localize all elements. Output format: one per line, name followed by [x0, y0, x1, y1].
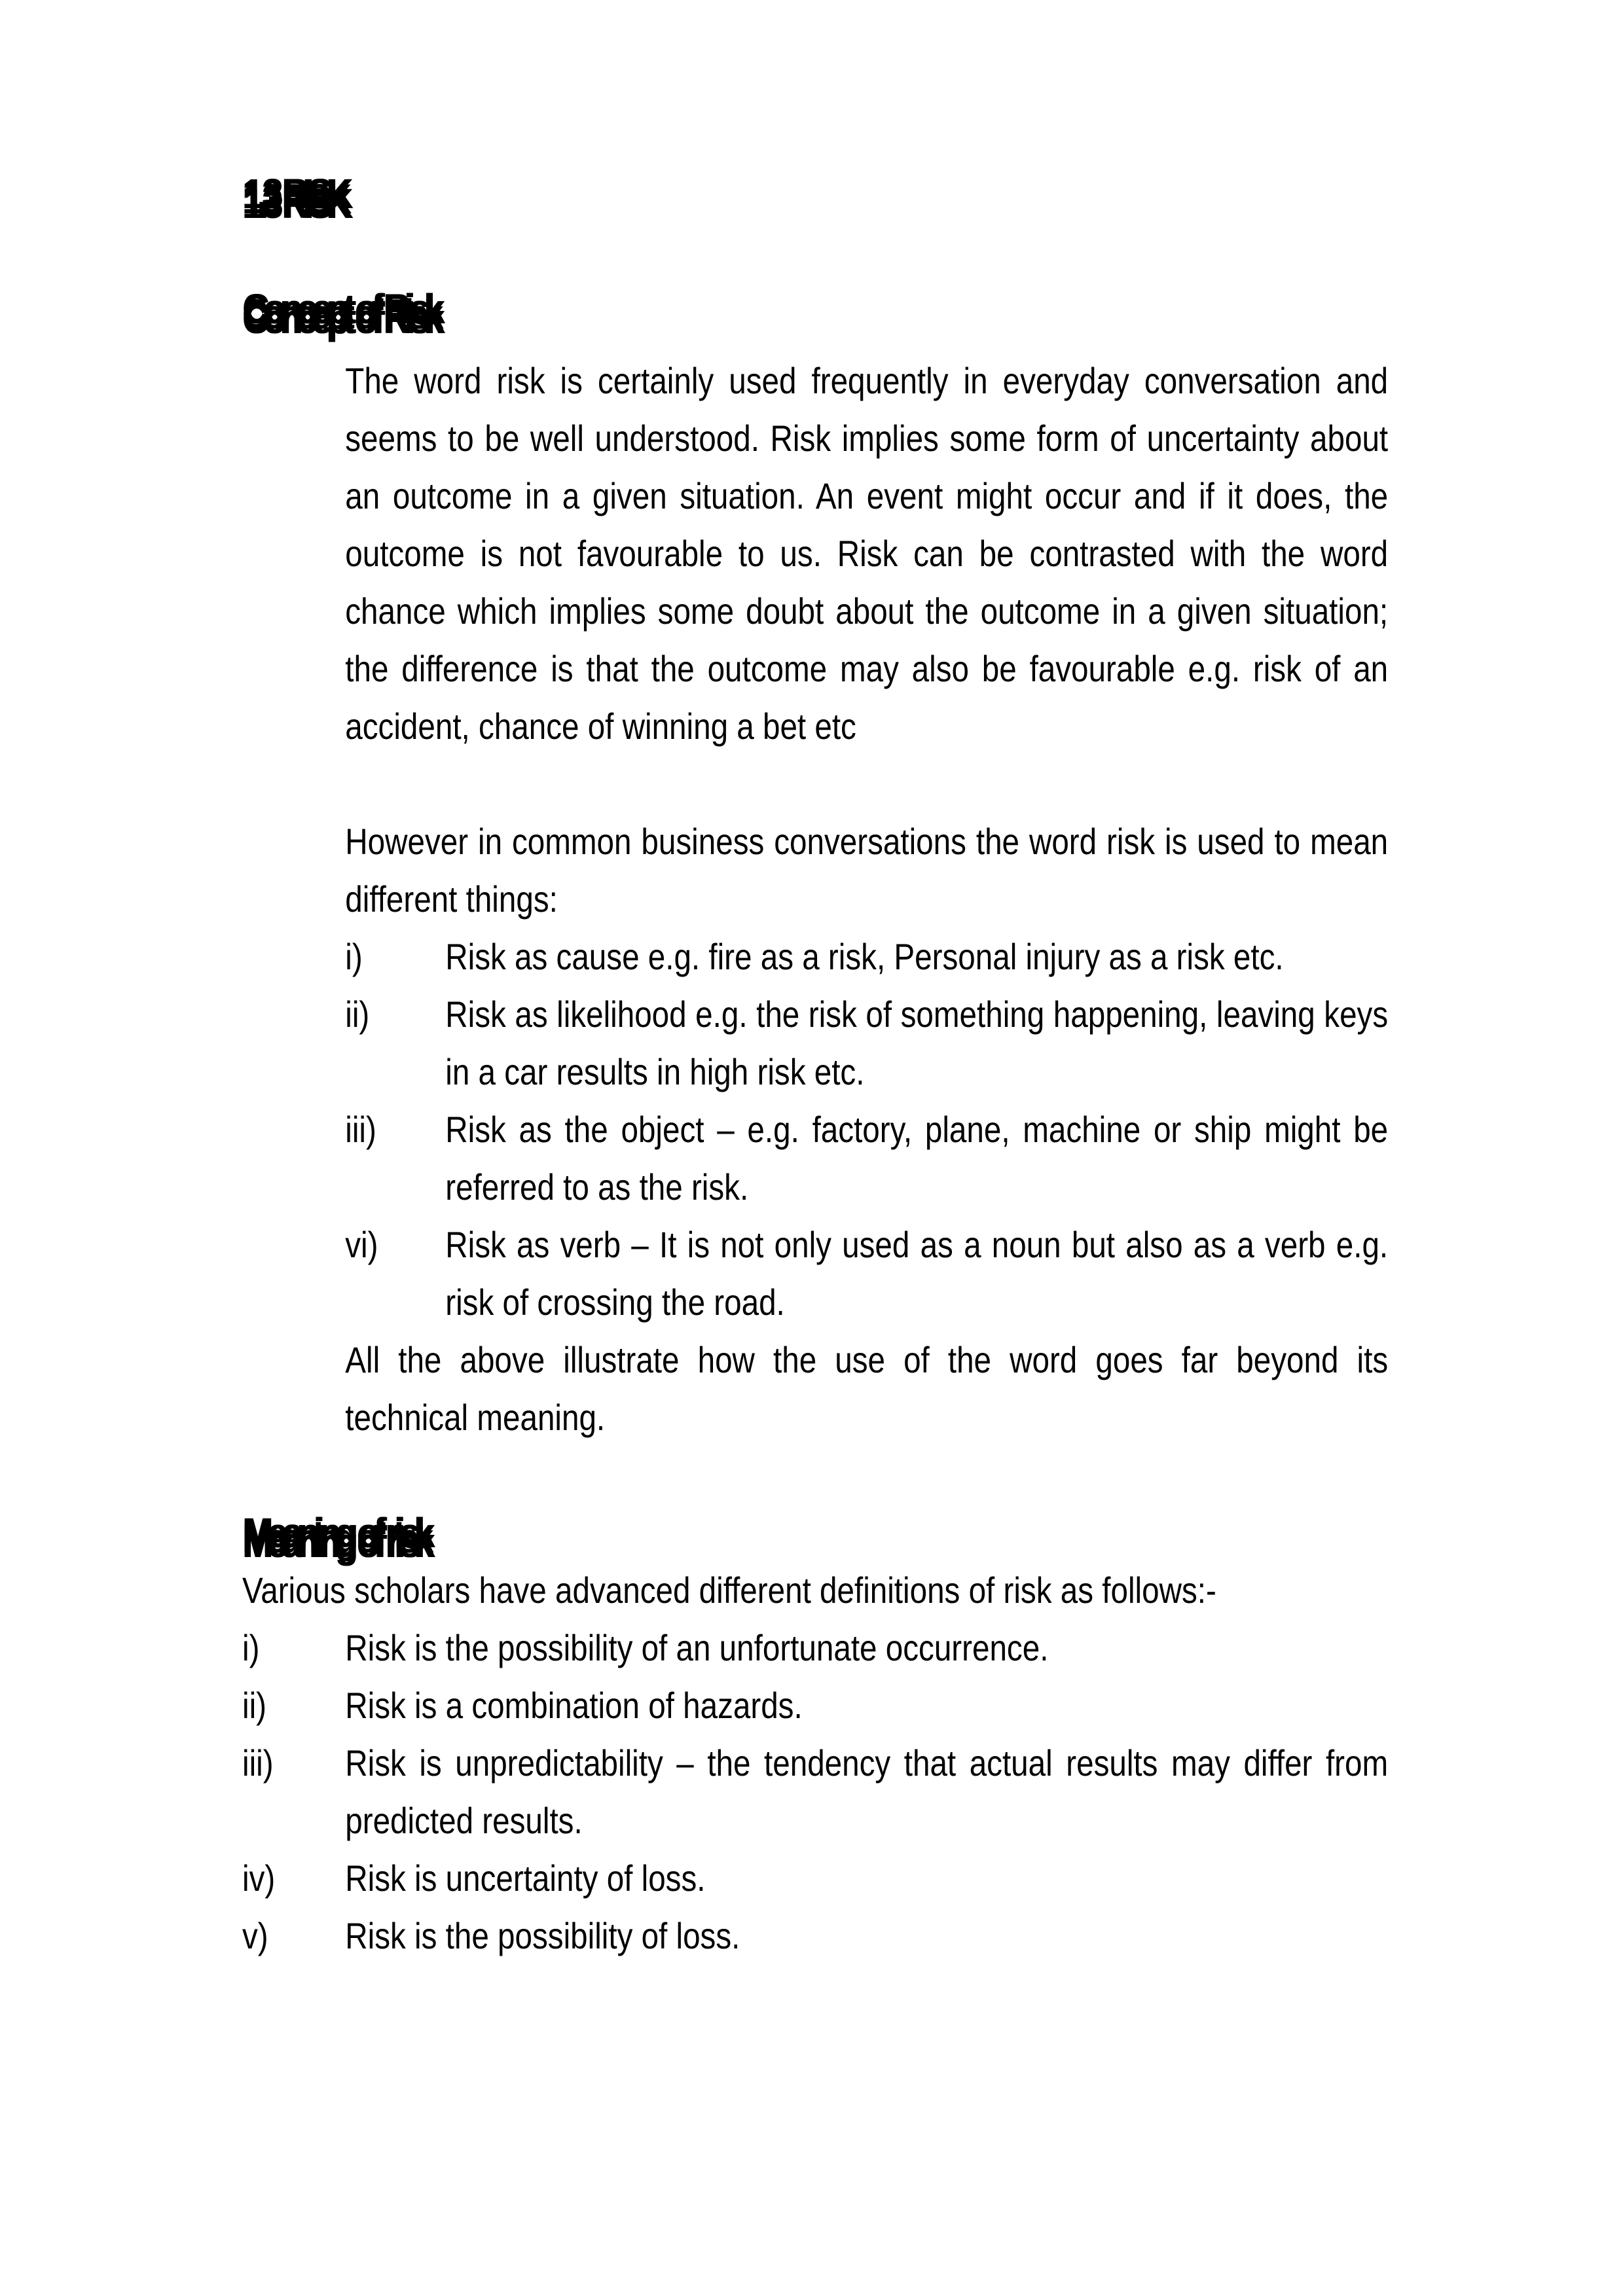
- list-text: Risk as cause e.g. fire as a risk, Personal injury as a risk etc.: [445, 936, 1284, 977]
- intro-paragraph: The word risk is certainly used frequently in everyday conversation and seems to be well understood. Risk implies some form of uncertainty about an outcome in a given situation. An event might occur and if it does, the outcome is not favourable to us. Risk can be contrasted with the word chance which implies some doubt about the outcome in a given situation; the difference is that the outcome may also be favourable e.g. risk of an accident, chance of winning a bet etc: [345, 360, 1389, 747]
- definitions-list: [242, 1619, 1388, 1965]
- list-marker: vi): [345, 1224, 378, 1265]
- list-item: [242, 1677, 1388, 1734]
- concept-of-risk-heading: Concept of Risk: [242, 285, 439, 332]
- meaning-of-risk-heading: Meaning of risk: [242, 1509, 429, 1556]
- list-marker: v): [242, 1915, 268, 1956]
- list-text: Risk is a combination of hazards.: [345, 1685, 803, 1726]
- list-item: [242, 928, 1388, 986]
- list-text: Risk as verb – It is not only used as a noun but also as a verb e.g. risk of crossing the road.: [445, 1224, 1389, 1323]
- business-paragraph: However in common business conversations the word risk is used to mean different things:: [345, 821, 1389, 920]
- list-marker: iii): [345, 1109, 376, 1150]
- list-text: Risk is unpredictability – the tendency that actual results may differ from predicted results.: [345, 1742, 1389, 1841]
- definitions-intro-paragraph: Various scholars have advanced different definitions of risk as follows:-: [242, 1570, 1216, 1611]
- list-item: [242, 1619, 1388, 1677]
- list-item: [242, 1734, 1388, 1850]
- list-text: Risk as the object – e.g. factory, plane, machine or ship might be referred to as the risk.: [445, 1109, 1389, 1208]
- list-item: [242, 1907, 1388, 1965]
- list-marker: i): [242, 1627, 260, 1668]
- list-item: [242, 986, 1388, 1101]
- list-text: Risk is uncertainty of loss.: [345, 1857, 706, 1899]
- list-marker: ii): [345, 994, 370, 1035]
- list-item: [242, 1216, 1388, 1331]
- list-text: Risk is the possibility of an unfortunate occurrence.: [345, 1627, 1049, 1668]
- list-marker: iii): [242, 1742, 274, 1784]
- list-marker: iv): [242, 1857, 276, 1899]
- list-marker: i): [345, 936, 363, 977]
- list-item: [242, 1101, 1388, 1216]
- page-content: [242, 165, 1388, 1965]
- section-title: 1.3 RISK: [242, 170, 347, 217]
- text-column: [242, 165, 1388, 1965]
- summary-paragraph: All the above illustrate how the use of the word goes far beyond its technical meaning.: [345, 1339, 1389, 1438]
- usage-list: [242, 928, 1388, 1331]
- list-text: Risk is the possibility of loss.: [345, 1915, 740, 1956]
- list-marker: ii): [242, 1685, 267, 1726]
- list-item: [242, 1850, 1388, 1907]
- list-text: Risk as likelihood e.g. the risk of something happening, leaving keys in a car results in high risk etc.: [445, 994, 1389, 1092]
